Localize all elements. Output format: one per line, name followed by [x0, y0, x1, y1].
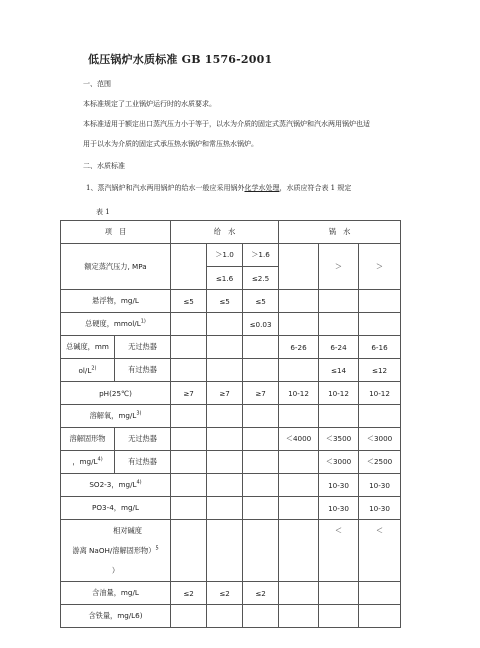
table-header-row — [61, 221, 401, 244]
label-iron-content: 含铁量，mg/L6) — [61, 605, 171, 628]
cell: 6-26 — [279, 336, 319, 359]
cell — [243, 336, 279, 359]
label-total-alkalinity-a: 总碱度，mm — [61, 336, 115, 359]
cell: 10-12 — [359, 382, 401, 405]
label-dissolved-oxygen — [61, 405, 171, 428]
cell — [207, 451, 243, 474]
cell — [171, 520, 207, 582]
cell — [279, 520, 319, 582]
cell: ≤5 — [207, 290, 243, 313]
cell: 10-30 — [359, 497, 401, 520]
cell: 10-12 — [279, 382, 319, 405]
cell: ≤12 — [359, 359, 401, 382]
cell — [171, 336, 207, 359]
label-rated-pressure: 额定蒸汽压力, MPa — [61, 244, 171, 290]
cell — [279, 605, 319, 628]
cell: 10-30 — [319, 474, 359, 497]
chemical-water-treatment-link[interactable]: 化学水处理 — [244, 184, 280, 192]
table-row — [61, 313, 401, 336]
label-text: 游离 NaOH/溶解固形物） — [72, 545, 156, 555]
footnote-mark: 4) — [97, 456, 103, 463]
cell: 10-30 — [359, 474, 401, 497]
cell — [171, 359, 207, 382]
cell: 10-30 — [319, 497, 359, 520]
water-quality-table — [60, 220, 401, 628]
cell — [319, 405, 359, 428]
cell: ≤2.5 — [243, 267, 279, 290]
cell — [243, 605, 279, 628]
cell: ＜2500 — [359, 451, 401, 474]
standard-paragraph-text-b: ，水质应符合表 1 规定 — [279, 184, 352, 192]
label-text-line-2 — [63, 541, 168, 561]
cell: ≥7 — [171, 382, 207, 405]
cell: ≤14 — [319, 359, 359, 382]
label-oil-content: 含油量，mg/L — [61, 582, 171, 605]
cell — [279, 359, 319, 382]
cell — [279, 474, 319, 497]
label-text: SO2-3，mg/L — [89, 480, 137, 489]
header-boiler-water: 锅 水 — [279, 221, 401, 244]
label-tds-a: 溶解固形物 — [61, 428, 115, 451]
scope-paragraph-2-line-2: 用于以水为介质的固定式承压热水锅炉和常压热水锅炉。 — [83, 140, 258, 148]
label-text: ） — [111, 565, 120, 575]
label-tds-b — [61, 451, 115, 474]
cell: ≤0.03 — [243, 313, 279, 336]
cell — [319, 582, 359, 605]
sub-no-superheater: 无过热器 — [115, 428, 171, 451]
cell: ≤2 — [171, 582, 207, 605]
document-title: 低压锅炉水质标准 GB 1576-2001 — [88, 53, 273, 66]
cell — [279, 582, 319, 605]
table-row — [61, 244, 401, 267]
cell: ≤5 — [171, 290, 207, 313]
cell — [279, 405, 319, 428]
table-row — [61, 520, 401, 582]
cell — [207, 520, 243, 582]
cell — [279, 290, 319, 313]
cell — [171, 605, 207, 628]
cell — [279, 313, 319, 336]
cell — [171, 313, 207, 336]
table-row — [61, 290, 401, 313]
cell — [243, 451, 279, 474]
cell: ≥7 — [243, 382, 279, 405]
table-row — [61, 382, 401, 405]
cell — [171, 451, 207, 474]
label-suspended-solids: 悬浮物，mg/L — [61, 290, 171, 313]
cell — [243, 359, 279, 382]
cell — [243, 497, 279, 520]
footnote-mark: 2) — [91, 365, 97, 372]
cell — [207, 359, 243, 382]
cell — [319, 605, 359, 628]
label-text: 相对碱度 — [113, 525, 142, 535]
cell — [319, 290, 359, 313]
scope-paragraph-2-line-1: 本标准适用于额定出口蒸汽压力小于等于，以水为介质的固定式蒸汽锅炉和汽水两用锅炉也适 — [83, 120, 370, 128]
table-row — [61, 359, 401, 382]
cell: ＞1.6 — [243, 244, 279, 267]
label-text: 总硬度，mmol/L — [85, 319, 141, 328]
table-row — [61, 582, 401, 605]
header-item: 项 目 — [61, 221, 171, 244]
cell: ＞ — [319, 244, 359, 290]
cell: ＞1.0 — [207, 244, 243, 267]
cell: ≤5 — [243, 290, 279, 313]
scope-paragraph-1: 本标准规定了工业锅炉运行时的水质要求。 — [83, 100, 216, 108]
cell — [319, 313, 359, 336]
table-caption: 表 1 — [96, 208, 110, 216]
sub-with-superheater: 有过热器 — [115, 451, 171, 474]
cell — [207, 313, 243, 336]
cell: ≤2 — [207, 582, 243, 605]
cell — [243, 405, 279, 428]
label-text: 溶解氧，mg/L — [89, 411, 137, 420]
footnote-mark: 4) — [136, 479, 142, 486]
standard-paragraph — [86, 184, 351, 193]
cell — [171, 244, 207, 290]
cell — [207, 497, 243, 520]
header-feedwater: 给 水 — [171, 221, 279, 244]
cell — [207, 428, 243, 451]
label-text: ，mg/L — [72, 457, 98, 466]
sub-no-superheater: 无过热器 — [115, 336, 171, 359]
cell — [359, 313, 401, 336]
cell — [207, 605, 243, 628]
label-sulfite — [61, 474, 171, 497]
cell: ＜4000 — [279, 428, 319, 451]
cell: ＜ — [319, 520, 359, 582]
cell — [207, 336, 243, 359]
section-water-quality-heading: 二、水质标准 — [83, 162, 125, 170]
table-row — [61, 405, 401, 428]
table-row — [61, 474, 401, 497]
cell — [279, 244, 319, 290]
cell: 6-16 — [359, 336, 401, 359]
standard-paragraph-text-a: 1、蒸汽锅炉和汽水两用锅炉的给水一般应采用锅外 — [86, 184, 245, 192]
cell — [359, 290, 401, 313]
cell: ＜3000 — [359, 428, 401, 451]
cell — [243, 474, 279, 497]
cell — [359, 582, 401, 605]
cell — [279, 451, 319, 474]
cell — [171, 497, 207, 520]
cell: 10-12 — [319, 382, 359, 405]
cell — [243, 520, 279, 582]
cell: ＜ — [359, 520, 401, 582]
cell — [243, 428, 279, 451]
label-total-alkalinity-b — [61, 359, 115, 382]
cell: ≤2 — [243, 582, 279, 605]
cell — [359, 405, 401, 428]
cell: ≥7 — [207, 382, 243, 405]
cell: ≤1.6 — [207, 267, 243, 290]
table-row — [61, 451, 401, 474]
table-row — [61, 497, 401, 520]
label-text: ol/L — [78, 365, 92, 375]
cell: ＞ — [359, 244, 401, 290]
cell — [207, 405, 243, 428]
cell — [279, 497, 319, 520]
cell — [207, 474, 243, 497]
table-row — [61, 605, 401, 628]
label-total-hardness — [61, 313, 171, 336]
label-phosphate: PO3-4，mg/L — [61, 497, 171, 520]
label-relative-alkalinity — [61, 520, 171, 582]
cell: 6-24 — [319, 336, 359, 359]
cell: ＜3500 — [319, 428, 359, 451]
footnote-mark: 5 — [155, 545, 159, 552]
section-scope-heading: 一、范围 — [83, 80, 111, 88]
table-row — [61, 336, 401, 359]
label-ph: pH(25℃) — [61, 382, 171, 405]
cell: ＜3000 — [319, 451, 359, 474]
cell — [171, 474, 207, 497]
cell — [171, 405, 207, 428]
table-row — [61, 428, 401, 451]
cell — [359, 605, 401, 628]
cell — [171, 428, 207, 451]
footnote-mark: 1) — [140, 318, 146, 325]
sub-with-superheater: 有过热器 — [115, 359, 171, 382]
footnote-mark: 3) — [136, 410, 142, 417]
